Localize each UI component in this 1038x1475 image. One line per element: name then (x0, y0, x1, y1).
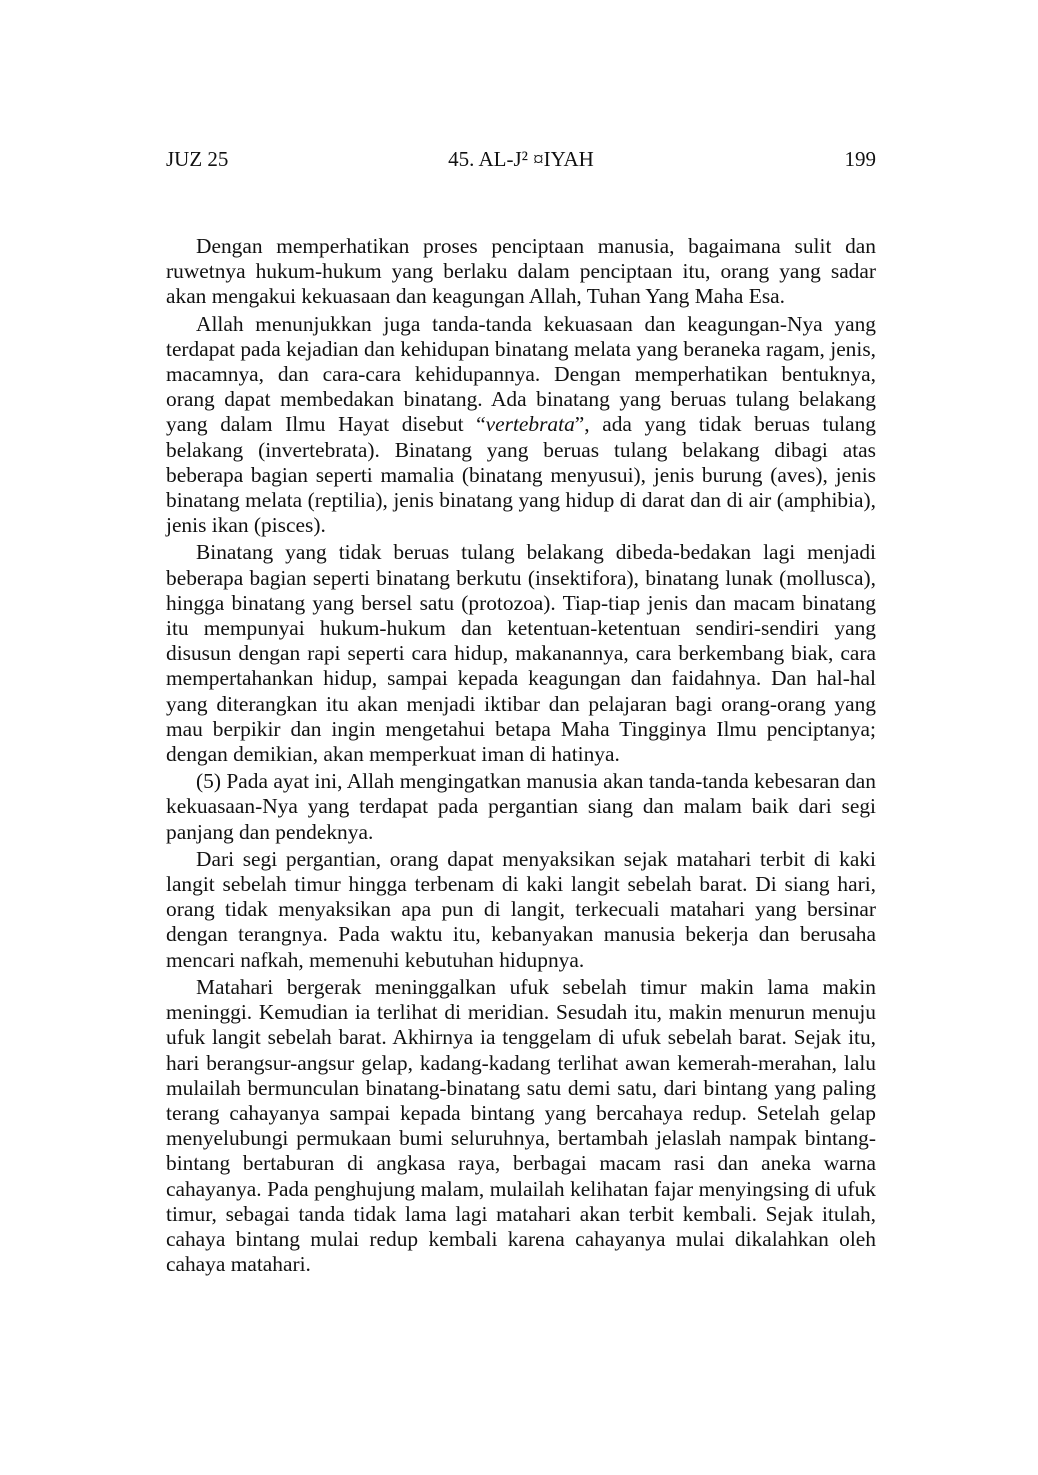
body-text (166, 234, 876, 1277)
paragraph-2 (166, 312, 876, 539)
page-number: 199 (844, 147, 876, 171)
vertebrata-term: vertebrata (485, 412, 575, 437)
paragraph-3: Binatang yang tidak beruas tulang belakang dibeda-bedakan lagi menjadi beberapa bagian seperti binatang berkutu (insektifora), binatang lunak (mollusca), hingga binatang yang bersel satu (protozoa). Tiap-tiap jenis dan macam binatang itu mempunyai hukum-hukum dan ketentuan-ketentuan sendiri-sendiri yang disusun dengan rapi seperti cara hidup, makanannya, cara berkembang biak, cara mempertahankan hidup, sampai kepada keagungan dan faidahnya. Dan hal-hal yang diterangkan itu akan menjadi iktibar dan pelajaran bagi orang-orang yang mau berpikir dan ingin mengetahui betapa Maha Tingginya Ilmu penciptanya; dengan demikian, akan memperkuat iman di hatinya. (166, 540, 876, 767)
paragraph-6: Matahari bergerak meninggalkan ufuk sebelah timur makin lama makin meninggi. Kemudian ia terlihat di meridian. Sesudah itu, makin menurun menuju ufuk langit sebelah barat. Akhirnya ia tenggelam di ufuk sebelah barat. Sejak itu, hari berangsur-angsur gelap, kadang-kadang terlihat awan kemerah-merahan, lalu mulailah bermunculan binatang-binatang satu demi satu, dari bintang yang paling terang cahayanya sampai kepada bintang yang bercahaya redup. Setelah gelap menyelubungi permukaan bumi seluruhnya, bertambah jelaslah nampak bintang-bintang bertaburan di angkasa raya, berbagai macam rasi dan aneka warna cahayanya. Pada penghujung malam, mulailah kelihatan fajar menyingsing di ufuk timur, sebagai tanda tidak lama lagi matahari akan terbit kembali. Sejak itulah, cahaya bintang mulai redup kembali karena cahayanya mulai dikalahkan oleh cahaya matahari. (166, 974, 876, 1277)
paragraph-5: Dari segi pergantian, orang dapat menyaksikan sejak matahari terbit di kaki langit sebelah timur hingga terbenam di kaki langit sebelah barat. Di siang hari, orang tidak menyaksikan apa pun di langit, terkecuali matahari yang bersinar dengan terangnya. Pada waktu itu, kebanyakan manusia bekerja dan berusaha mencari nafkah, memenuhi kebutuhan hidupnya. (166, 846, 876, 972)
surah-title: 45. AL-J² ¤IYAH (448, 147, 594, 171)
page-header (166, 143, 876, 175)
paragraph-2-part-1: Allah menunjukkan juga tanda-tanda kekuasaan dan keagungan-Nya yang terdapat pada kejadian dan kehidupan binatang melata yang beraneka ragam, jenis, macamnya, dan cara-cara kehidupannya. Dengan memperhatikan bentuknya, orang dapat membedakan binatang. Ada binatang yang beruas tulang belakang yang dalam Ilmu Hayat disebut “ (166, 311, 876, 437)
paragraph-2-part-2: ”, ada yang tidak beruas tulang belakang (invertebrata). Binatang yang beruas tulang belakang dibagi atas beberapa bagian seperti mamalia (binatang menyusui), jenis burung (aves), jenis binatang melata (reptilia), jenis binatang yang hidup di darat dan di air (amphibia), jenis ikan (pisces). (166, 412, 876, 538)
juz-label: JUZ 25 (166, 147, 229, 171)
paragraph-4: (5) Pada ayat ini, Allah mengingatkan manusia akan tanda-tanda kebesaran dan kekuasaan-Nya yang terdapat pada pergantian siang dan malam baik dari segi panjang dan pendeknya. (166, 769, 876, 844)
paragraph-1: Dengan memperhatikan proses penciptaan manusia, bagaimana sulit dan ruwetnya hukum-hukum yang berlaku dalam penciptaan itu, orang yang sadar akan mengakui kekuasaan dan keagungan Allah, Tuhan Yang Maha Esa. (166, 234, 876, 309)
